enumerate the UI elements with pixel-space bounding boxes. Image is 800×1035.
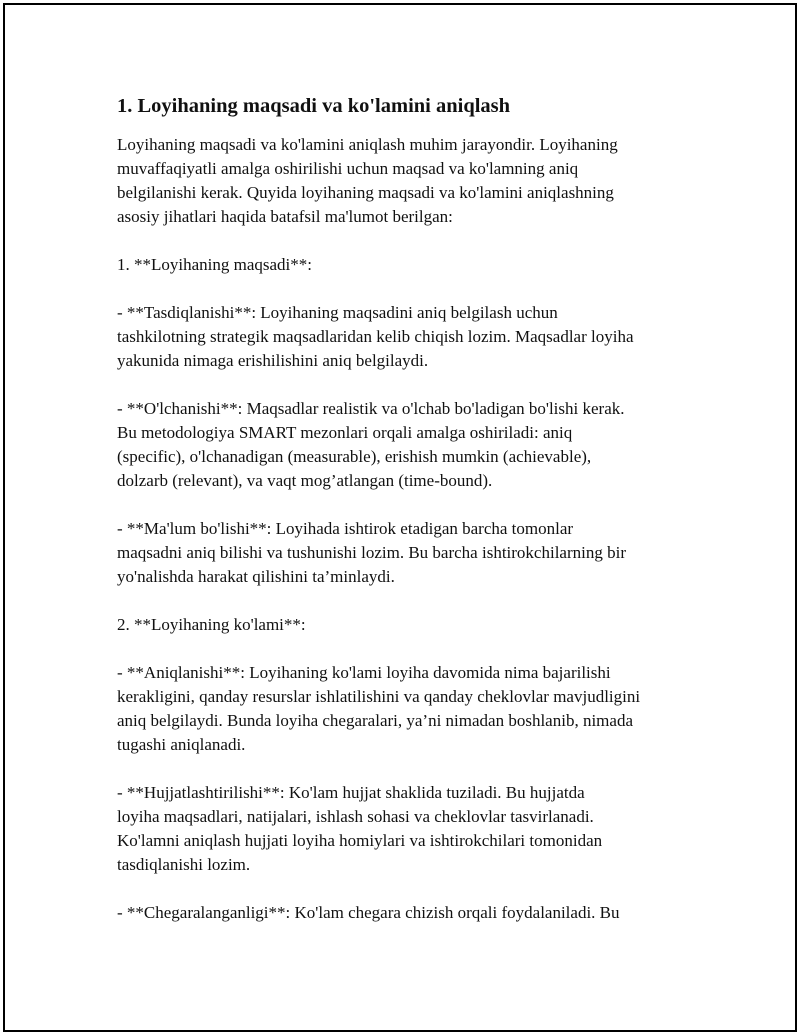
sub-item-measurability: - **O'lchanishi**: Maqsadlar realistik va o'lchab bo'ladigan bo'lishi kerak. Bu metodologiya SMART mezonlari orqali amalga oshiriladi: aniq (specific), o'lchanadigan (measurable), erishish mumkin (achievable), dolzarb (relevant), va vaqt mog’atlangan (time-bound). [117,399,625,490]
section-heading: 1. Loyihaning maqsadi va ko'lamini aniqlash [117,95,511,117]
list-item-goal-heading: 1. **Loyihaning maqsadi**: [117,255,313,274]
sub-item-documentation: - **Hujjatlashtirilishi**: Ko'lam hujjat shaklida tuziladi. Bu hujjatda loyiha maqsadlari, natijalari, ishlash sohasi va cheklovlar tasvirlanadi. Ko'lamni aniqlash hujjati loyiha homiylari va ishtirokchilari tomonidan tasdiqlanishi lozim. [117,783,603,874]
sub-item-definition: - **Aniqlanishi**: Loyihaning ko'lami loyiha davomida nima bajarilishi kerakligini, qanday resurslar ishlatilishini va qanday cheklovlar mavjudligini aniq belgilaydi. Bunda loyiha chegaralari, ya’ni nimadan boshlanib, nimada tugashi aniqlanadi. [117,663,641,754]
sub-item-awareness: - **Ma'lum bo'lishi**: Loyihada ishtirok etadigan barcha tomonlar maqsadni aniq bilishi va tushunishi lozim. Bu barcha ishtirokchilarning bir yo'nalishda harakat qilishini ta’minlaydi. [117,519,626,586]
list-item-scope-heading: 2. **Loyihaning ko'lami**: [117,615,306,634]
intro-paragraph: Loyihaning maqsadi va ko'lamini aniqlash muhim jarayondir. Loyihaning muvaffaqiyatli amalga oshirilishi uchun maqsad va ko'lamning aniq belgilanishi kerak. Quyida loyihaning maqsadi va ko'lamini aniqlashning asosiy jihatlari haqida batafsil ma'lumot berilgan: [117,135,618,226]
sub-item-boundaries: - **Chegaralanganligi**: Ko'lam chegara chizish orqali foydalaniladi. Bu [117,903,620,922]
document-body [117,92,692,949]
sub-item-approval: - **Tasdiqlanishi**: Loyihaning maqsadini aniq belgilash uchun tashkilotning strategik maqsadlaridan kelib chiqish lozim. Maqsadlar loyiha yakunida nimaga erishilishini aniq belgilaydi. [117,303,634,370]
